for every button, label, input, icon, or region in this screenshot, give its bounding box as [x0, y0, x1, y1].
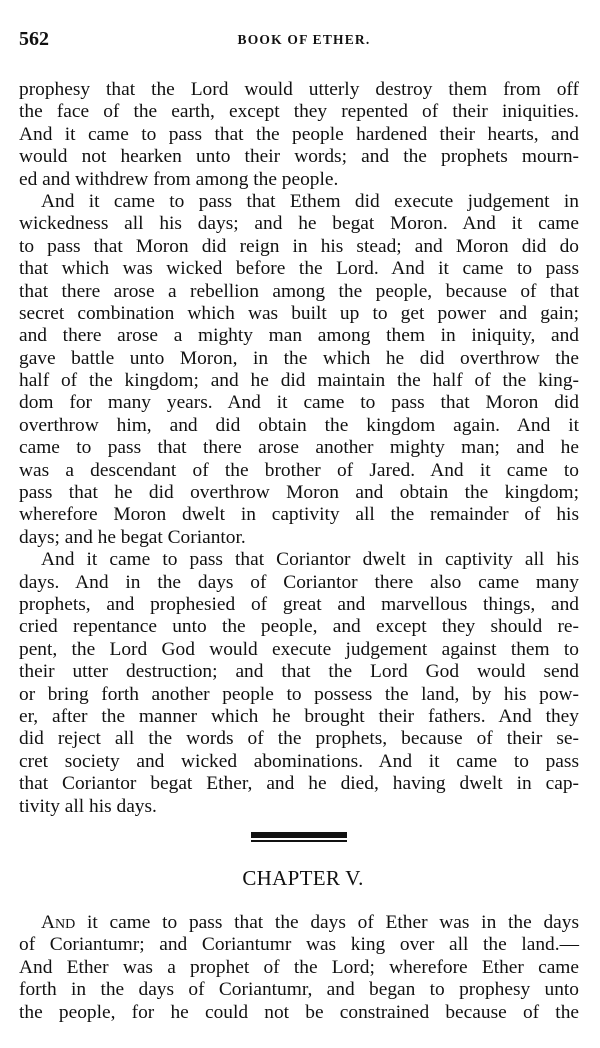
paragraph-start-line: And it came to pass that Ethem did execute judgement in: [41, 190, 579, 212]
text-line: and there arose a mighty man among them in iniquity, and: [19, 325, 579, 347]
text-line: cret society and wicked abominations. And it came to pass: [19, 750, 579, 772]
running-title: BOOK OF ETHER.: [237, 32, 371, 47]
page-number: 562: [19, 28, 49, 50]
text-line: wickedness all his days; and he begat Moron. And it came: [19, 213, 579, 235]
continued-text-block: [19, 79, 579, 818]
text-line: their utter destruction; and that the Lord God would send: [19, 661, 579, 683]
chapter-divider-rule: [251, 832, 347, 844]
text-line: of Coriantumr; and Coriantumr was king over all the land.—: [19, 934, 579, 956]
text-line: wherefore Moron dwelt in captivity all the remainder of his: [19, 504, 579, 526]
text-line: ed and withdrew from among the people.: [19, 168, 339, 190]
text-line: dom for many years. And it came to pass that Moron did: [19, 392, 579, 414]
text-line: prophets, and prophesied of great and marvellous things, and: [19, 593, 579, 615]
chapter-first-line: [19, 912, 579, 934]
divider-thin-bar: [251, 840, 347, 842]
first-line-rest: it came to pass that the days of Ether was in the days: [75, 912, 579, 933]
running-header: [19, 28, 579, 52]
text-line: And Ether was a prophet of the Lord; wherefore Ether came: [19, 956, 579, 978]
text-line: secret combination which was built up to get power and gain;: [19, 302, 579, 324]
text-line: came to pass that there arose another mighty man; and he: [19, 437, 579, 459]
text-line: did reject all the words of the prophets, because of their se-: [19, 728, 579, 750]
text-line: that Coriantor begat Ether, and he died, having dwelt in cap-: [19, 773, 579, 795]
text-line: er, after the manner which he brought their fathers. And they: [19, 705, 579, 727]
chapter-text-block: [19, 912, 579, 1024]
text-line: the people, for he could not be constrained because of the: [19, 1001, 579, 1023]
text-line: gave battle unto Moron, in the which he did overthrow the: [19, 347, 579, 369]
divider-thick-bar: [251, 832, 347, 838]
text-line: pass that he did overthrow Moron and obtain the kingdom;: [19, 482, 579, 504]
text-line: was a descendant of the brother of Jared. And it came to: [19, 459, 579, 481]
text-line: that there arose a rebellion among the people, because of that: [19, 280, 579, 302]
text-line: forth in the days of Coriantumr, and began to prophesy unto: [19, 979, 579, 1001]
text-line: pent, the Lord God would execute judgement against them to: [19, 638, 579, 660]
text-line: prophesy that the Lord would utterly destroy them from off: [19, 79, 579, 100]
text-line: And it came to pass that the people hardened their hearts, and: [19, 123, 579, 145]
paragraph-start-line: And it came to pass that Coriantor dwelt in captivity all his: [41, 549, 579, 571]
text-line: tivity all his days.: [19, 795, 157, 817]
text-line: would not hearken unto their words; and the prophets mourn-: [19, 146, 579, 168]
text-line: the face of the earth, except they repented of their iniquities.: [19, 101, 579, 123]
text-line: cried repentance unto the people, and except they should re-: [19, 616, 579, 638]
text-line: that which was wicked before the Lord. And it came to pass: [19, 258, 579, 280]
text-line: or bring forth another people to possess the land, by his pow-: [19, 683, 579, 705]
lead-word: And: [41, 912, 76, 933]
text-line: days; and he begat Coriantor.: [19, 526, 246, 548]
text-line: to pass that Moron did reign in his stead; and Moron did do: [19, 235, 579, 257]
text-line: overthrow him, and did obtain the kingdom again. And it: [19, 414, 579, 436]
text-line: half of the kingdom; and he did maintain the half of the king-: [19, 370, 579, 392]
text-line: days. And in the days of Coriantor there also came many: [19, 571, 579, 593]
chapter-heading: CHAPTER V.: [242, 866, 364, 890]
